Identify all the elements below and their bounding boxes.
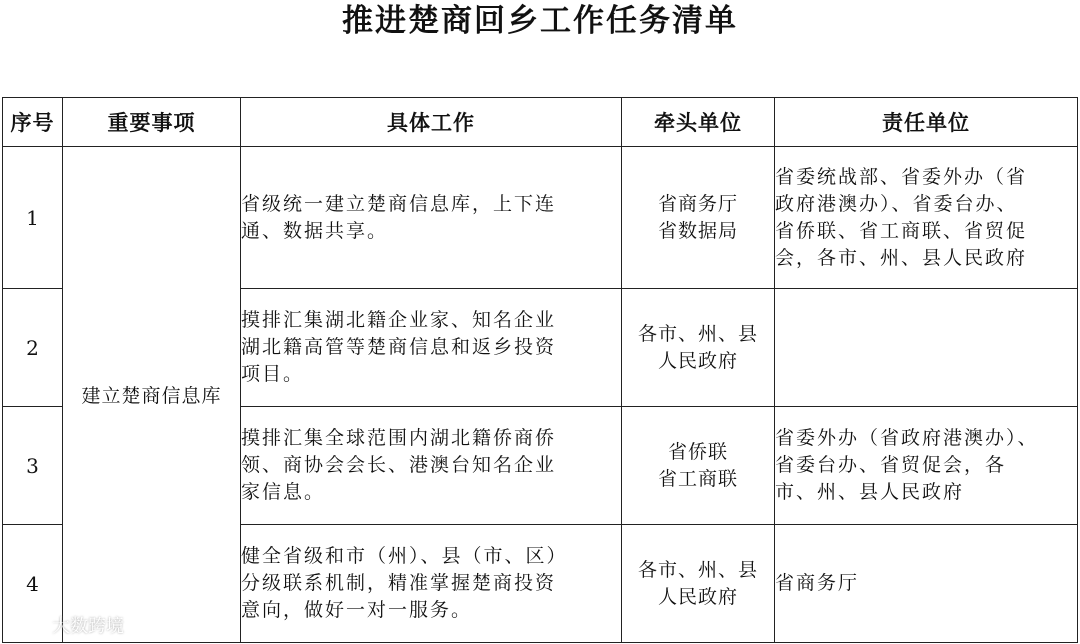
row-responsible (775, 525, 1078, 643)
responsible-line: 省委外办（省政府港澳办）、 (775, 427, 1039, 449)
responsible-line: 省委台办、省贸促会，各 (775, 454, 1007, 476)
responsible-line: 会，各市、州、县人民政府 (775, 246, 1028, 269)
work-line: 摸排汇集湖北籍企业家、知名企业 (241, 309, 557, 331)
row-responsible (775, 407, 1078, 525)
work-line: 湖北籍高管等楚商信息和返乡投资 (241, 336, 557, 358)
row-responsible (775, 147, 1078, 289)
responsible-line: 省侨联、省工商联、省贸促 (775, 219, 1028, 242)
work-line: 领、商协会会长、港澳台知名企业 (241, 454, 557, 476)
lead-line: 人民政府 (657, 585, 738, 608)
row-seq: 3 (3, 407, 63, 525)
row-work (241, 289, 622, 407)
watermark (8, 613, 124, 637)
task-table (2, 97, 1078, 643)
header-seq: 序号 (3, 98, 63, 147)
row-work (241, 525, 622, 643)
row-work (241, 147, 622, 289)
work-line: 项目。 (241, 363, 305, 385)
header-responsible: 责任单位 (775, 98, 1078, 147)
header-lead: 牵头单位 (622, 98, 775, 147)
table-header-row (3, 98, 1078, 147)
work-line: 摸排汇集全球范围内湖北籍侨商侨 (241, 427, 557, 449)
lead-line: 省工商联 (657, 467, 738, 490)
logo-icon (8, 614, 48, 636)
row-work (241, 407, 622, 525)
responsible-line: 政府港澳办）、省委台办、 (775, 192, 1018, 215)
row-lead (622, 407, 775, 525)
lead-line: 省数据局 (657, 219, 738, 242)
work-line: 健全省级和市（州）、县（市、区） (241, 545, 568, 567)
work-line: 分级联系机制，精准掌握楚商投资 (241, 572, 557, 594)
row-responsible (775, 289, 1078, 407)
header-work: 具体工作 (241, 98, 622, 147)
header-item: 重要事项 (63, 98, 241, 147)
responsible-line: 省商务厅 (775, 572, 860, 594)
work-line: 通、数据共享。 (241, 219, 389, 242)
responsible-line: 市、州、县人民政府 (775, 481, 965, 503)
responsible-line: 省委统战部、省委外办（省 (775, 165, 1028, 188)
row-lead (622, 147, 775, 289)
work-line: 省级统一建立楚商信息库，上下连 (241, 192, 557, 215)
lead-line: 人民政府 (657, 349, 738, 372)
row-lead (622, 289, 775, 407)
merged-item-cell: 建立楚商信息库 (63, 147, 241, 643)
work-line: 家信息。 (241, 481, 326, 503)
lead-line: 各市、州、县 (637, 558, 758, 581)
lead-line: 省侨联 (667, 440, 728, 463)
row-seq: 1 (3, 147, 63, 289)
row-lead (622, 525, 775, 643)
table-row (3, 147, 1078, 289)
lead-line: 各市、州、县 (637, 322, 758, 345)
page-title: 推进楚商回乡工作任务清单 (342, 3, 738, 39)
lead-line: 省商务厅 (657, 192, 738, 215)
row-seq: 2 (3, 289, 63, 407)
row-seq: 4 (3, 525, 63, 643)
work-line: 意向，做好一对一服务。 (241, 599, 473, 621)
watermark-text: 大数跨境 (52, 616, 124, 637)
